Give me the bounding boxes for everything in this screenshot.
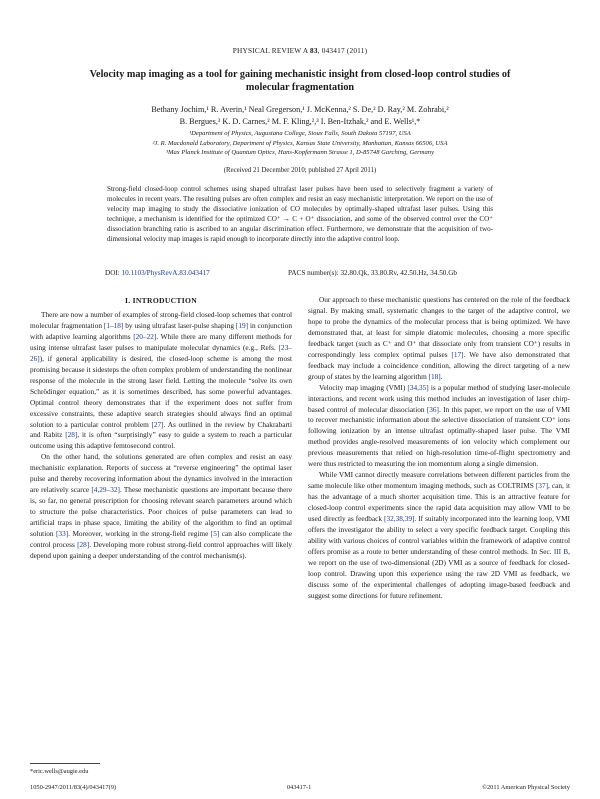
journal-volume: 83 — [309, 46, 318, 55]
paragraph — [308, 295, 570, 383]
citation-link[interactable]: [34,35] — [407, 382, 429, 392]
citation-link[interactable]: [17] — [451, 349, 464, 359]
text-run: , can, it has the advantage of a much shorter acquisition time. This is an attractive feature for closed-loop control experiments since the rapid data acquisition may allow VMI to be used directly as feedback — [308, 481, 571, 524]
text-run: While VMI cannot directly measure correlations between different particles from the same molecule like other momentum imaging methods, such as COLTRIMS — [308, 470, 570, 491]
paragraph — [308, 383, 570, 471]
text-run: . — [440, 371, 443, 381]
text-run: is a popular method of studying laser-molecule interactions, and recent work using this method includes an investigation of laser chirp-based control of molecular dissociation — [308, 382, 570, 414]
footnote-email: *eric.wells@augie.edu — [30, 768, 89, 775]
affiliations — [70, 129, 530, 158]
page-footer — [30, 784, 570, 791]
text-run: by using ultrafast laser-pulse shaping — [123, 320, 236, 330]
text-run: ), if general applicability is desired, the closed-loop scheme is among the most promising because it sidesteps the often complex problem of understanding the nonlinear response of the molecule in the strong laser field. Letting the molecule “solve its own Schrödinger equation,” as it is sometimes described, has some powerful advantages. Optimal control theory demonstrates that if the experiment does not suffer from excessive constraints, these adaptive search strategies should always find an optimal solution to a particular control problem — [30, 353, 292, 429]
citation-link[interactable]: [4,29–32] — [91, 485, 120, 495]
text-run: Our approach to these mechanistic questions has centered on the role of the feedback signal. By making small, systematic changes to the target of the adaptive control, we hope to probe the dynamics of the molecular process that is being optimized. We have demonstrated that, at least for simple diatomic molecules, choosing a more specific feedback target (such as C⁺ and O⁺ that dissociate only from transient CO⁺) results in correspondingly less complex optimal pulses — [308, 295, 570, 359]
text-run: . We have also demonstrated that feedback may include a coincidence condition, allowing the direct targeting of a new group of states by the learning algorithm — [308, 349, 570, 381]
pacs-numbers: PACS number(s): 32.80.Qk, 33.80.Rv, 42.50.Hz, 34.50.Gb — [288, 269, 457, 277]
author-list — [80, 104, 520, 127]
citation-link[interactable]: [27] — [151, 419, 164, 429]
left-column — [30, 310, 292, 562]
citation-link[interactable]: [33] — [55, 529, 69, 539]
text-run: On the other hand, the solutions generated are often complex and resist an easy mechanistic explanation. Reports of success at “reverse engineering” the optimal laser pulse and thereby recovering information about the dynamics involved in the interaction are relatively scarce — [30, 452, 292, 495]
journal-citation: , 043417 (2011) — [317, 46, 368, 55]
affiliation-1: ¹Department of Physics, Augustana College, Sioux Falls, South Dakota 57197, USA — [189, 130, 411, 137]
text-run: . If suitably incorporated into the learning loop, VMI offers the investigator the ability to select a very specific feedback target. Coupling this ability with various choices of control variables within the framework of adaptive control offers promise as a route to better understanding of these control methods. In Sec. — [308, 514, 570, 556]
footer-page-number: 043417-1 — [286, 784, 312, 791]
author-line-2: B. Bergues,³ K. D. Carnes,² M. F. Kling,²,³ I. Ben-Itzhak,² and E. Wells¹,* — [179, 116, 421, 126]
text-run: , we report on the use of two-dimensional (2D) VMI as a source of feedback for closed-loop control. Drawing upon this experience using the raw 2D VMI as feedback, we discuss some of the experimental challenges of adopting image-based feedback and suggest some directions for future refinement. — [308, 546, 570, 600]
text-run: Velocity map imaging (VMI) — [319, 382, 408, 392]
citation-link[interactable]: [37] — [535, 481, 549, 491]
journal-name: PHYSICAL REVIEW A — [232, 46, 308, 55]
citation-link[interactable]: [28] — [77, 540, 90, 550]
paper-title: Velocity map imaging as a tool for gaining mechanistic insight from closed-loop control studies of molecular fragmentation — [89, 69, 511, 93]
author-line-1: Bethany Jochim,¹ R. Averin,¹ Neal Gregerson,¹ J. McKenna,² S. De,² D. Ray,² M. Zohrabi,² — [151, 105, 449, 114]
received-dates: (Received 21 December 2010; published 27 April 2011) — [223, 167, 377, 174]
paragraph — [30, 310, 292, 452]
citation-link[interactable]: [1–18] — [103, 320, 124, 330]
text-run: . While there are many different methods for using intense ultrafast laser pulses to manipulate molecular dynamics (e.g., Refs. — [30, 331, 292, 352]
citation-link[interactable]: [18] — [428, 371, 441, 381]
paragraph — [30, 452, 292, 562]
footer-copyright: ©2011 American Physical Society — [482, 784, 570, 791]
right-column — [308, 295, 570, 602]
text-run: in conjunction with adaptive learning algorithms — [30, 320, 292, 341]
doi-link[interactable]: 10.1103/PhysRevA.83.043417 — [121, 269, 210, 277]
text-run: . As outlined in the review by Chakrabarti and Rabitz — [30, 419, 292, 440]
citation-link[interactable]: [32,38,39] — [384, 514, 415, 524]
text-run: There are now a number of examples of strong-field closed-loop schemes that control molecular fragmentation — [30, 310, 292, 330]
affiliation-2: ²J. R. Macdonald Laboratory, Department of Physics, Kansas State University, Manhattan, Kansas 66506, USA — [152, 139, 448, 147]
abstract: Strong-field closed-loop control schemes using shaped ultrafast laser pulses have been used to selectively fragment a variety of molecules in recent years. The resulting pulses are often complex and resist an easy mechanistic interpretation. We report on the use of velocity map imaging to study the dissociative ionization of CO molecules by optimally-shaped ultrafast laser pulses. Using this technique, a mechanism is identified for the optimized CO⁺ → C + O⁺ dissociation, and some of the observed control over the CO⁺ dissociation branching ratio is ascribed to an angular discrimination effect. Furthermore, we demonstrate that the acquisition of two-dimensional velocity map images is rapid enough to incorporate directly into the adaptive control loop. — [107, 185, 493, 244]
text-run: . In this paper, we report on the use of VMI to recover mechanistic information about the selective dissociation of transient CO⁺ ions following ionization by an intense ultrafast optimally-shaped laser pulse. The VMI method provides angle-resolved measurements of ion velocity which complement our previous measurements that relied on high-resolution time-of-flight spectrometry and were thus restricted to measuring the ion momentum along a single dimension. — [308, 404, 570, 469]
doi-label: DOI: — [105, 269, 120, 277]
section-heading: I. INTRODUCTION — [124, 296, 197, 305]
doi-pacs-line — [105, 269, 495, 277]
affiliation-3: ³Max Planck Institute of Quantum Optics, Hans-Kopfermann Strasse 1, D-85748 Garching, Germany — [165, 149, 435, 156]
text-run: . Developing more robust strong-field control approaches will likely depend upon gaining a deeper understanding of the control mechanism(s). — [30, 540, 292, 560]
text-run: can also complicate the control process — [30, 529, 292, 550]
citation-link[interactable]: [23–26] — [30, 342, 292, 363]
text-run: . These mechanistic questions are important because there is, so far, no general prescription for choosing relevant search parameters around which to structure the pulse characteristics. Poor choices of pulse parameters can lead to artificial traps in phase space, limiting the ability of the algorithm to find an optimal solution — [30, 485, 292, 539]
citation-link[interactable]: [5] — [210, 529, 220, 539]
citation-link[interactable]: [36] — [426, 404, 439, 414]
citation-link[interactable]: [19] — [235, 320, 249, 330]
section-link[interactable]: III B — [553, 546, 569, 556]
text-run: , it is often “surprisingly” easy to guide a system to reach a particular outcome using this adaptive femtosecond control. — [30, 430, 292, 451]
footnote-divider — [30, 763, 100, 764]
citation-link[interactable]: [20–22] — [133, 331, 157, 341]
text-run: . Moreover, working in the strong-field regime — [68, 529, 211, 539]
paragraph — [308, 470, 570, 601]
footer-issn: 1050-2947/2011/83(4)/043417(9) — [30, 784, 117, 791]
citation-link[interactable]: [28] — [65, 430, 78, 440]
journal-header — [0, 46, 600, 55]
